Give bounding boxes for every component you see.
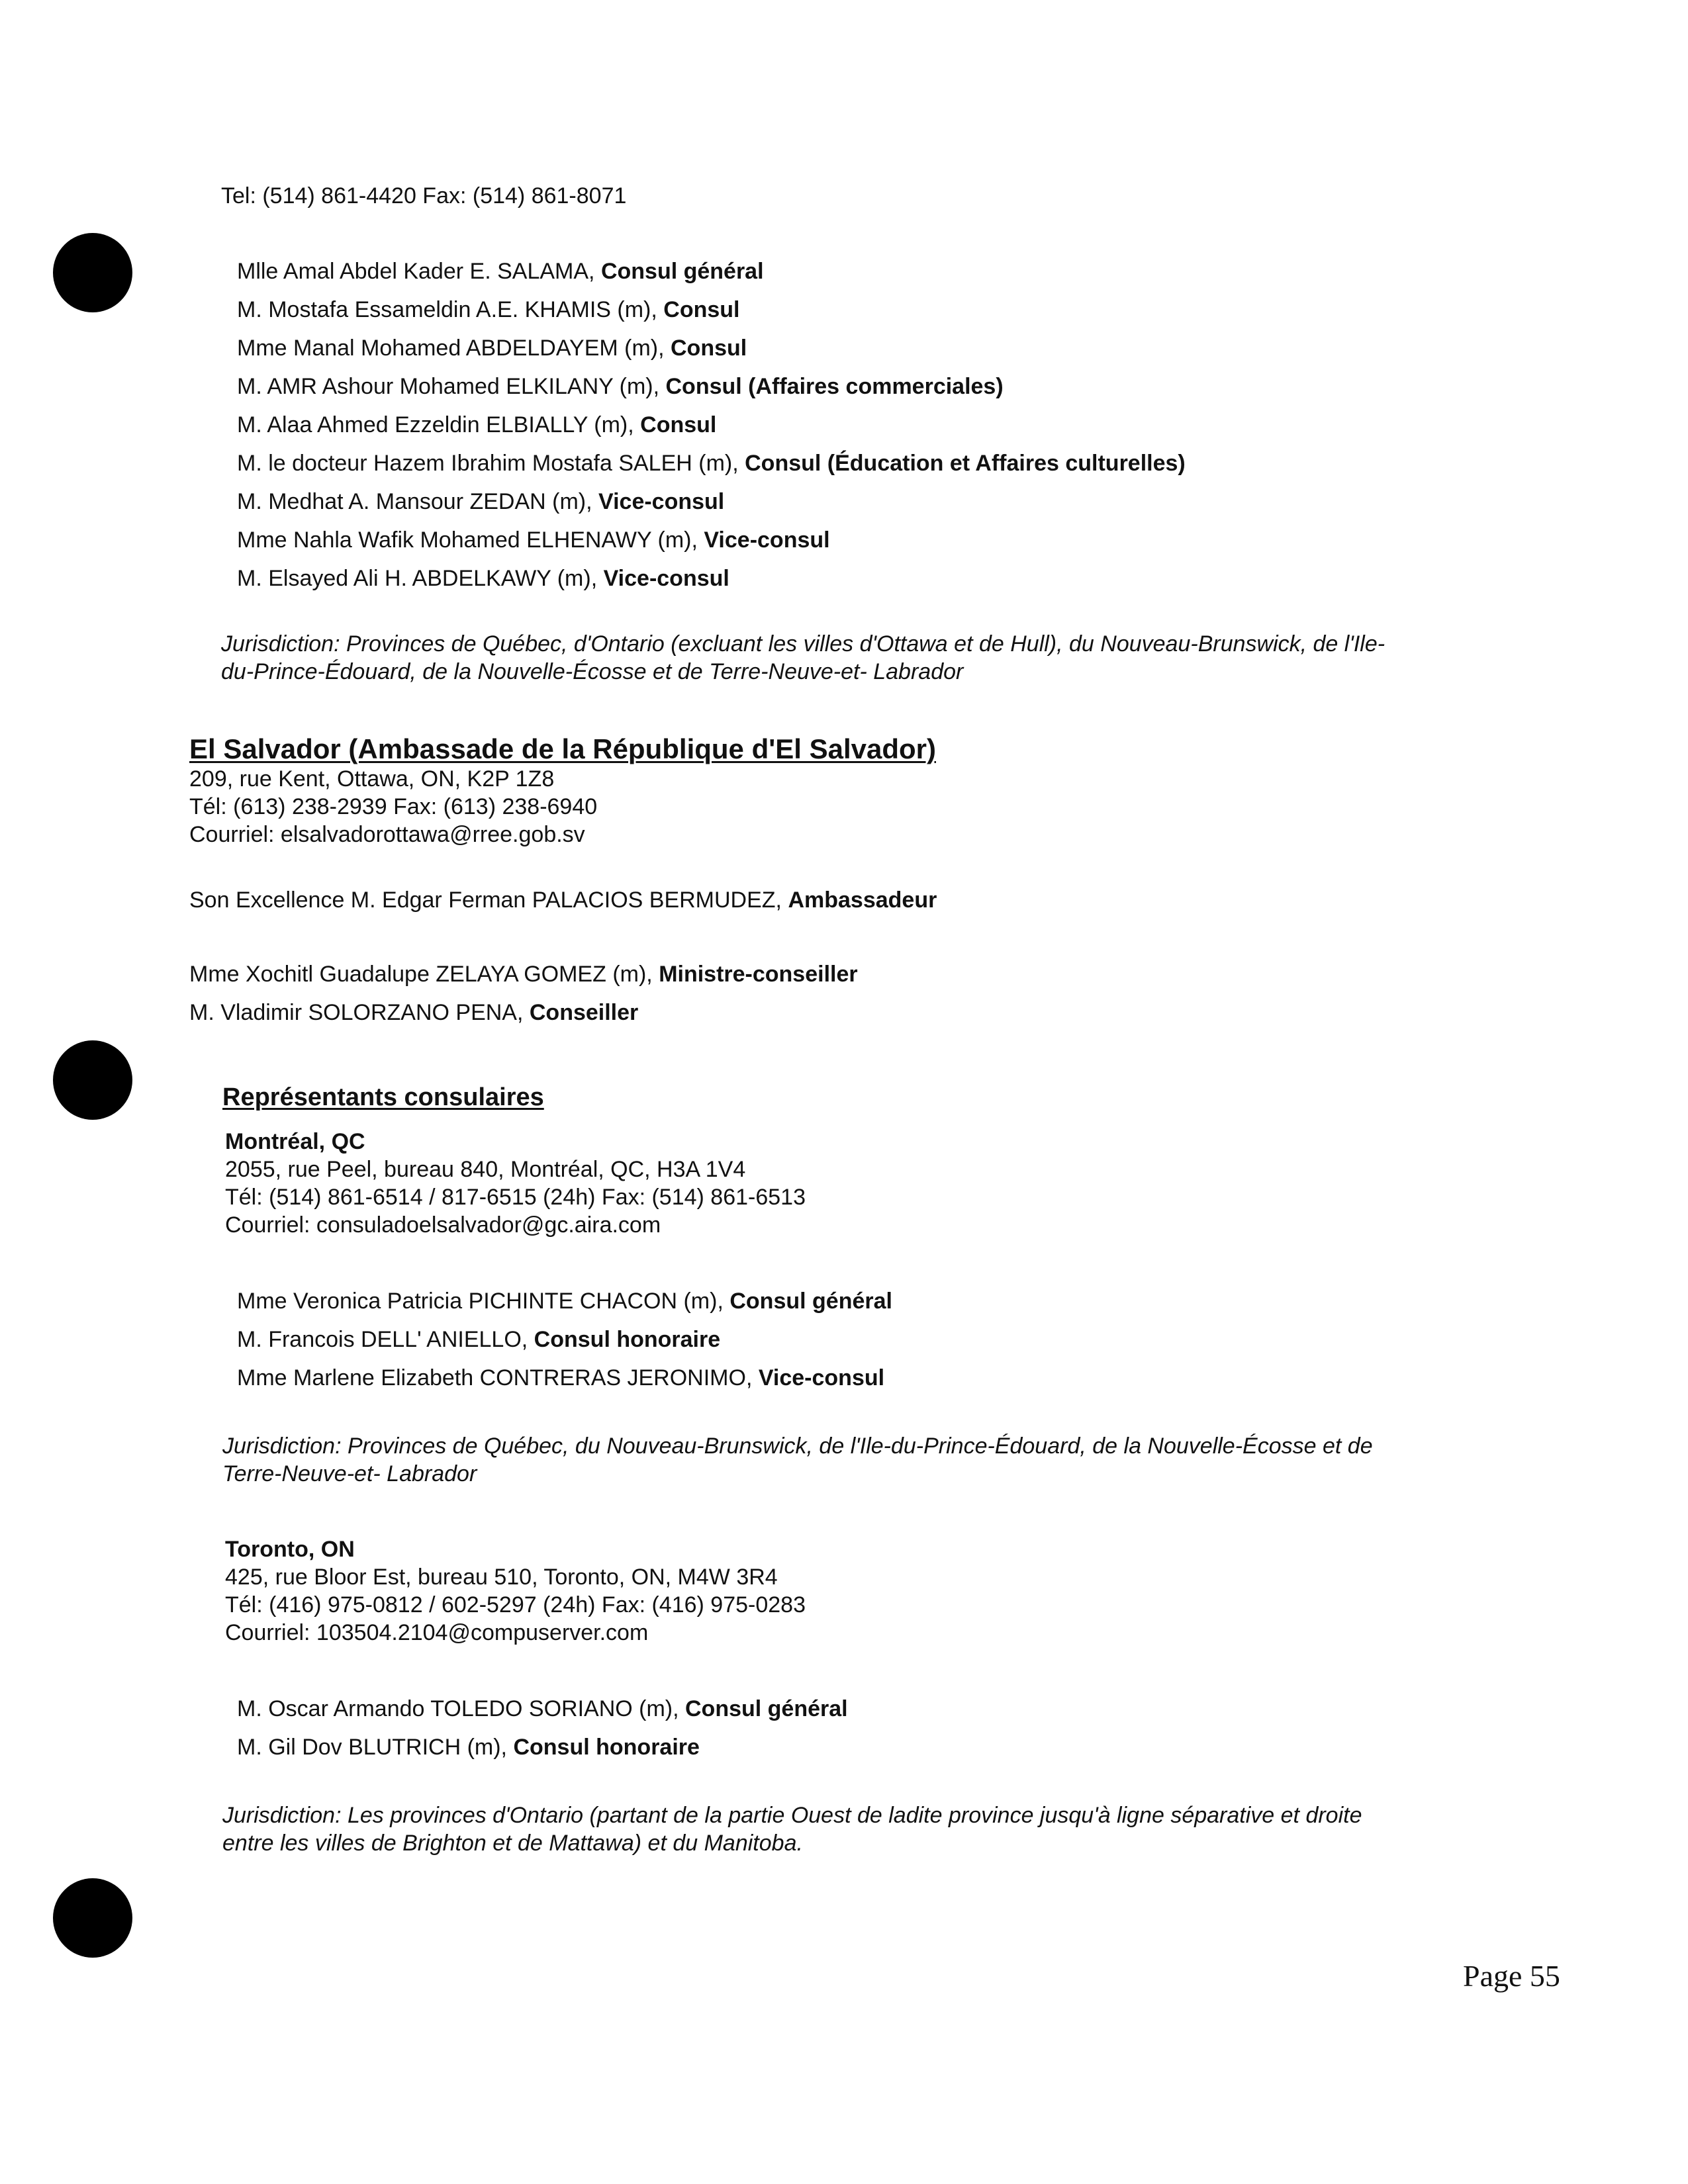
contact-tel-fax: Tel: (514) 861-4420 Fax: (514) 861-8071 [221, 183, 627, 208]
staff-entry: M. Mostafa Essameldin A.E. KHAMIS (m), Consul [237, 297, 740, 322]
staff-entry: Mme Manal Mohamed ABDELDAYEM (m), Consul [237, 336, 747, 361]
staff-entry: M. Alaa Ahmed Ezzeldin ELBIALLY (m), Consul [237, 412, 717, 437]
consulate-tel-fax: Tél: (514) 861-6514 / 817-6515 (24h) Fax: (514) 861-6513 [225, 1185, 806, 1210]
staff-entry: M. le docteur Hazem Ibrahim Mostafa SALEH (m), Consul (Éducation et Affaires culturelles) [237, 451, 1186, 476]
consular-heading: Représentants consulaires [222, 1083, 544, 1111]
embassy-tel-fax: Tél: (613) 238-2939 Fax: (613) 238-6940 [189, 794, 598, 819]
staff-entry: Mlle Amal Abdel Kader E. SALAMA, Consul général [237, 259, 764, 284]
consulate-address: 425, rue Bloor Est, bureau 510, Toronto, ON, M4W 3R4 [225, 1565, 778, 1590]
consulate-email: Courriel: consuladoelsalvador@gc.aira.com [225, 1212, 661, 1238]
consulate-email: Courriel: 103504.2104@compuserver.com [225, 1620, 649, 1645]
country-heading: El Salvador (Ambassade de la République d'El Salvador) [189, 733, 936, 764]
staff-entry: M. Francois DELL' ANIELLO, Consul honoraire [237, 1327, 721, 1352]
staff-entry: M. Vladimir SOLORZANO PENA, Conseiller [189, 1000, 639, 1025]
staff-entry: M. Oscar Armando TOLEDO SORIANO (m), Consul général [237, 1696, 848, 1721]
staff-entry: Mme Marlene Elizabeth CONTRERAS JERONIMO, Vice-consul [237, 1365, 885, 1390]
staff-entry: M. Medhat A. Mansour ZEDAN (m), Vice-consul [237, 489, 725, 514]
jurisdiction-note: Jurisdiction: Les provinces d'Ontario (partant de la partie Ouest de ladite province jusqu'à ligne séparative et droite entre les villes de Brighton et de Mattawa) et du Manitoba. [222, 1803, 1362, 1856]
consulate-city: Montréal, QC [225, 1129, 365, 1154]
punch-hole-middle [53, 1040, 132, 1120]
staff-entry: Mme Xochitl Guadalupe ZELAYA GOMEZ (m), Ministre-conseiller [189, 962, 858, 987]
consulate-tel-fax: Tél: (416) 975-0812 / 602-5297 (24h) Fax: (416) 975-0283 [225, 1592, 806, 1617]
staff-entry: M. Gil Dov BLUTRICH (m), Consul honoraire [237, 1735, 700, 1760]
staff-entry: Mme Nahla Wafik Mohamed ELHENAWY (m), Vice-consul [237, 527, 830, 553]
consulate-city: Toronto, ON [225, 1537, 355, 1562]
staff-entry: Mme Veronica Patricia PICHINTE CHACON (m), Consul général [237, 1289, 892, 1314]
jurisdiction-note: Jurisdiction: Provinces de Québec, d'Ontario (excluant les villes d'Ottawa et de Hull), du Nouveau-Brunswick, de l'Ile-du-Prince-Édouard, de la Nouvelle-Écosse et de Terre-Neuve-et- Labrador [221, 631, 1385, 684]
punch-hole-bottom [53, 1878, 132, 1958]
jurisdiction-note: Jurisdiction: Provinces de Québec, du Nouveau-Brunswick, de l'Ile-du-Prince-Édouard, de la Nouvelle-Écosse et de Terre-Neuve-et- Labrador [222, 1433, 1373, 1486]
embassy-address: 209, rue Kent, Ottawa, ON, K2P 1Z8 [189, 766, 555, 792]
staff-entry: M. Elsayed Ali H. ABDELKAWY (m), Vice-consul [237, 566, 729, 591]
staff-entry: M. AMR Ashour Mohamed ELKILANY (m), Consul (Affaires commerciales) [237, 374, 1004, 399]
embassy-email: Courriel: elsalvadorottawa@rree.gob.sv [189, 822, 585, 847]
ambassador-entry: Son Excellence M. Edgar Ferman PALACIOS BERMUDEZ, Ambassadeur [189, 887, 937, 913]
punch-hole-top [53, 233, 132, 312]
consulate-address: 2055, rue Peel, bureau 840, Montréal, QC, H3A 1V4 [225, 1157, 746, 1182]
page-number: Page 55 [1463, 1959, 1560, 1993]
